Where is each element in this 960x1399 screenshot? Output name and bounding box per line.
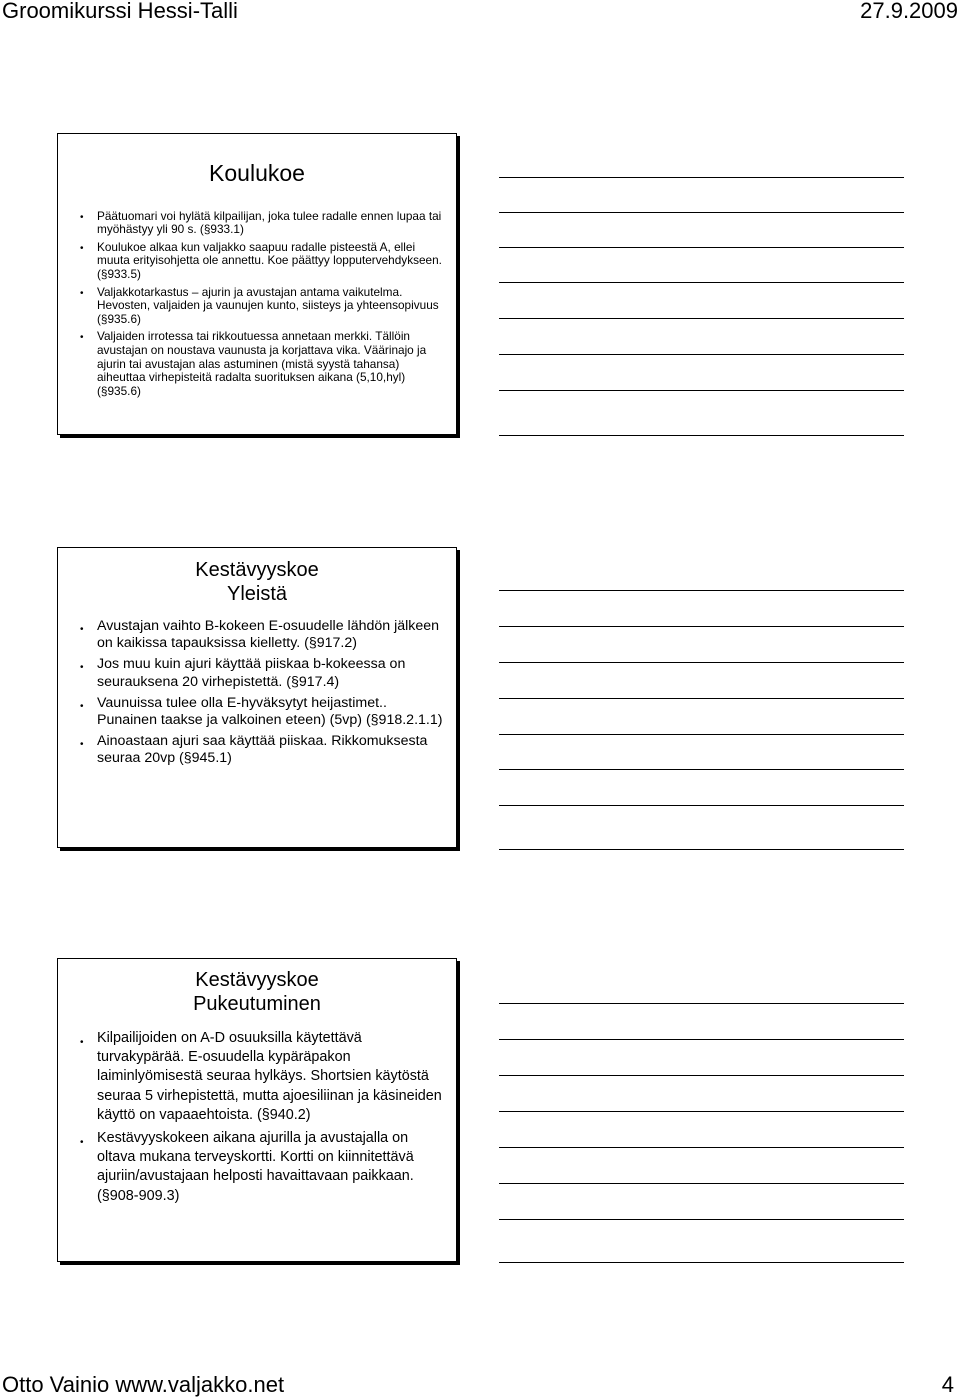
slide-title-line: Koulukoe	[209, 160, 305, 186]
bullet-item	[80, 330, 444, 398]
slide-title-line: Kestävyyskoe	[195, 559, 319, 581]
note-line	[499, 1219, 904, 1220]
header-date: 27.9.2009	[860, 0, 958, 23]
bullet-icon: •	[80, 624, 84, 635]
header-title: Groomikurssi Hessi-Talli	[2, 0, 238, 23]
bullet-icon: •	[80, 662, 84, 674]
bullet-item	[80, 1129, 442, 1206]
note-line	[499, 626, 904, 627]
note-line	[499, 1147, 904, 1148]
slide-koulukoe	[57, 133, 457, 435]
footer-author-site: Otto Vainio www.valjakko.net	[2, 1372, 285, 1397]
bullet-item	[80, 241, 444, 282]
note-line	[499, 247, 904, 248]
bullet-list	[58, 1016, 456, 1206]
bullet-text: Päätuomari voi hylätä kilpailijan, joka tulee radalle ennen lupaa tai myöhästyy yli 90 s. (§933.1)	[97, 208, 442, 237]
bullet-text: Koulukoe alkaa kun valjakko saapuu radalle pisteestä A, ellei muuta erityisohjetta ole annettu. Koe päättyy lopputervehdykseen. (§933.5)	[97, 239, 442, 281]
slide-subtitle-line: Pukeutuminen	[193, 993, 321, 1015]
bullet-icon: •	[80, 700, 84, 712]
slide-title-line: Kestävyyskoe	[195, 969, 319, 991]
note-line	[499, 769, 904, 770]
note-line	[499, 1075, 904, 1076]
note-line	[499, 318, 904, 319]
bullet-icon: •	[80, 1037, 84, 1048]
note-line	[499, 698, 904, 699]
bullet-text: Avustajan vaihto B-kokeen E-osuudelle lähdön jälkeen on kaikissa tapauksissa kielletty. (§917.2)	[97, 618, 440, 652]
note-line	[499, 212, 904, 213]
note-line	[499, 390, 904, 391]
bullet-icon: •	[80, 242, 84, 254]
footer-page-number: 4	[941, 1372, 954, 1397]
bullet-icon: •	[80, 739, 84, 751]
note-line	[499, 734, 904, 735]
bullet-list	[58, 188, 456, 399]
page-header	[0, 0, 960, 26]
bullet-item	[80, 733, 444, 767]
bullet-icon: •	[80, 287, 84, 299]
note-line	[499, 662, 904, 663]
note-line	[499, 1003, 904, 1004]
note-line	[499, 1039, 904, 1040]
slide-title	[58, 959, 456, 1016]
bullet-icon: •	[80, 332, 84, 344]
bullet-item	[80, 1029, 442, 1125]
bullet-item	[80, 210, 444, 237]
bullet-text: Valjaiden irrotessa tai rikkoutuessa annetaan merkki. Tällöin avustajan on noustava vaunusta ja korjattava vika. Väärinajo ja ajurin tai avustajan alas astuminen (mistä syystä tahansa) aiheuttaa virhepisteitä radalta suorituksen aikana (5,10,hyl) (§935.6)	[97, 329, 427, 398]
bullet-icon: •	[80, 211, 84, 223]
bullet-text: Kilpailijoiden on A-D osuuksilla käytettävä turvakypärää. E-osuudella kypäräpakon laiminlyömisestä seuraa hylkäys. Shortsien käytöstä seuraa 5 virhepistettä, mutta ajoesiliinan ja käsineiden käyttö on vapaaehtoista. (§940.2)	[97, 1030, 442, 1123]
note-line	[499, 354, 904, 355]
bullet-icon: •	[80, 1137, 84, 1149]
slide-kestavyyskoe-pukeutuminen	[57, 958, 457, 1262]
note-line	[499, 805, 904, 806]
bullet-text: Valjakkotarkastus – ajurin ja avustajan antama vaikutelma. Hevosten, valjaiden ja vaunujen kunto, siisteys ja yhteensopivuus (§935.6)	[97, 284, 439, 326]
slide-kestavyyskoe-yleista	[57, 547, 457, 848]
note-line	[499, 282, 904, 283]
bullet-text: Jos muu kuin ajuri käyttää piiskaa b-kokeessa on seurauksena 20 virhepistettä. (§917.4)	[97, 656, 406, 690]
bullet-item	[80, 695, 444, 729]
bullet-item	[80, 656, 444, 690]
bullet-text: Kestävyyskokeen aikana ajurilla ja avustajalla on oltava mukana terveyskortti. Kortti on kiinnitettävä ajuriin/avustajaan helposti havaittavaan paikkaan. (§908-909.3)	[97, 1130, 414, 1204]
bullet-item	[80, 618, 444, 652]
bullet-list	[58, 606, 456, 768]
bullet-text: Ainoastaan ajuri saa käyttää piiskaa. Rikkomuksesta seuraa 20vp (§945.1)	[97, 733, 428, 767]
note-line	[499, 177, 904, 178]
note-line	[499, 1262, 904, 1263]
slide-title	[58, 134, 456, 188]
bullet-item	[80, 286, 444, 327]
bullet-text: Vaunuissa tulee olla E-hyväksytyt heijastimet.. Punainen taakse ja valkoinen eteen) (5vp) (§918.2.1.1)	[97, 694, 443, 729]
note-line	[499, 1111, 904, 1112]
note-line	[499, 849, 904, 850]
note-line	[499, 1183, 904, 1184]
slide-subtitle-line: Yleistä	[226, 583, 288, 605]
note-line	[499, 590, 904, 591]
slide-title	[58, 548, 456, 606]
note-line	[499, 435, 904, 436]
